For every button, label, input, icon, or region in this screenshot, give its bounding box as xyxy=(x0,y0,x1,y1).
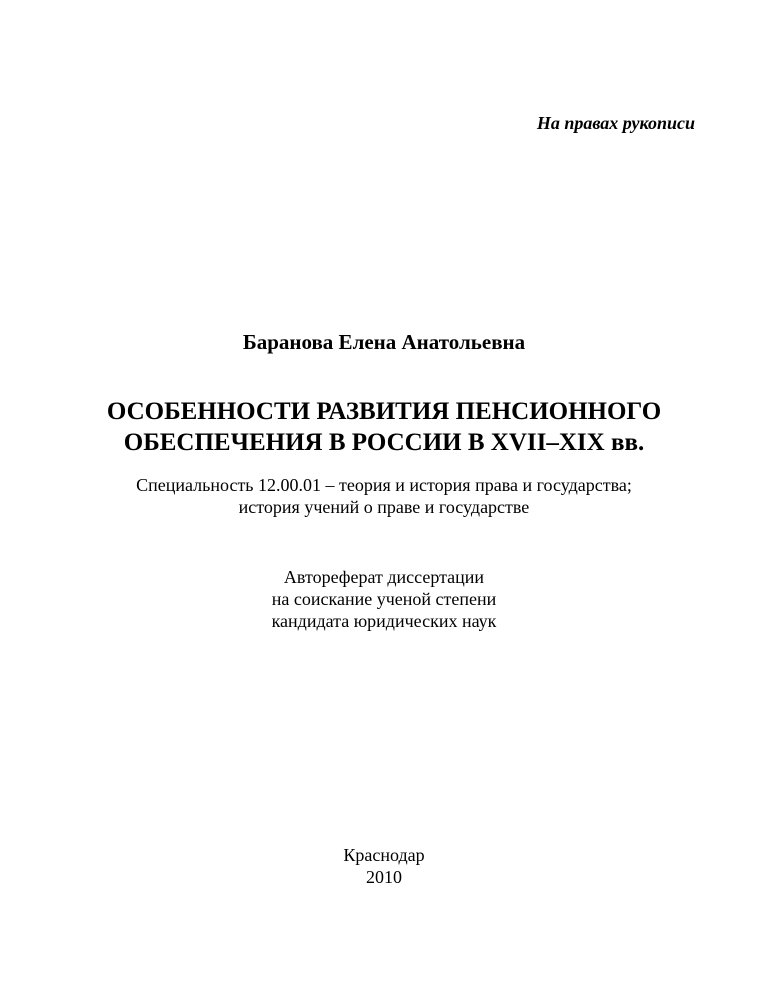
degree-line-3: кандидата юридических наук xyxy=(271,611,497,631)
dissertation-title xyxy=(0,396,768,458)
specialty-line-2: история учений о праве и государстве xyxy=(238,497,530,517)
specialty-line-1: Специальность 12.00.01 – теория и история права и государства; xyxy=(136,475,632,495)
city: Краснодар xyxy=(343,845,425,865)
specialty-block xyxy=(0,474,768,518)
title-line-1: ОСОБЕННОСТИ РАЗВИТИЯ ПЕНСИОННОГО xyxy=(106,398,662,425)
manuscript-notice: На правах рукописи xyxy=(536,113,695,133)
degree-line-2: на соискание ученой степени xyxy=(271,589,497,609)
year: 2010 xyxy=(366,867,402,887)
degree-block xyxy=(0,566,768,632)
title-line-2: ОБЕСПЕЧЕНИЯ В РОССИИ В XVII–XIX вв. xyxy=(123,429,645,456)
author-name: Баранова Елена Анатольевна xyxy=(242,330,526,354)
publication-place xyxy=(0,844,768,888)
degree-line-1: Автореферат диссертации xyxy=(283,567,485,587)
